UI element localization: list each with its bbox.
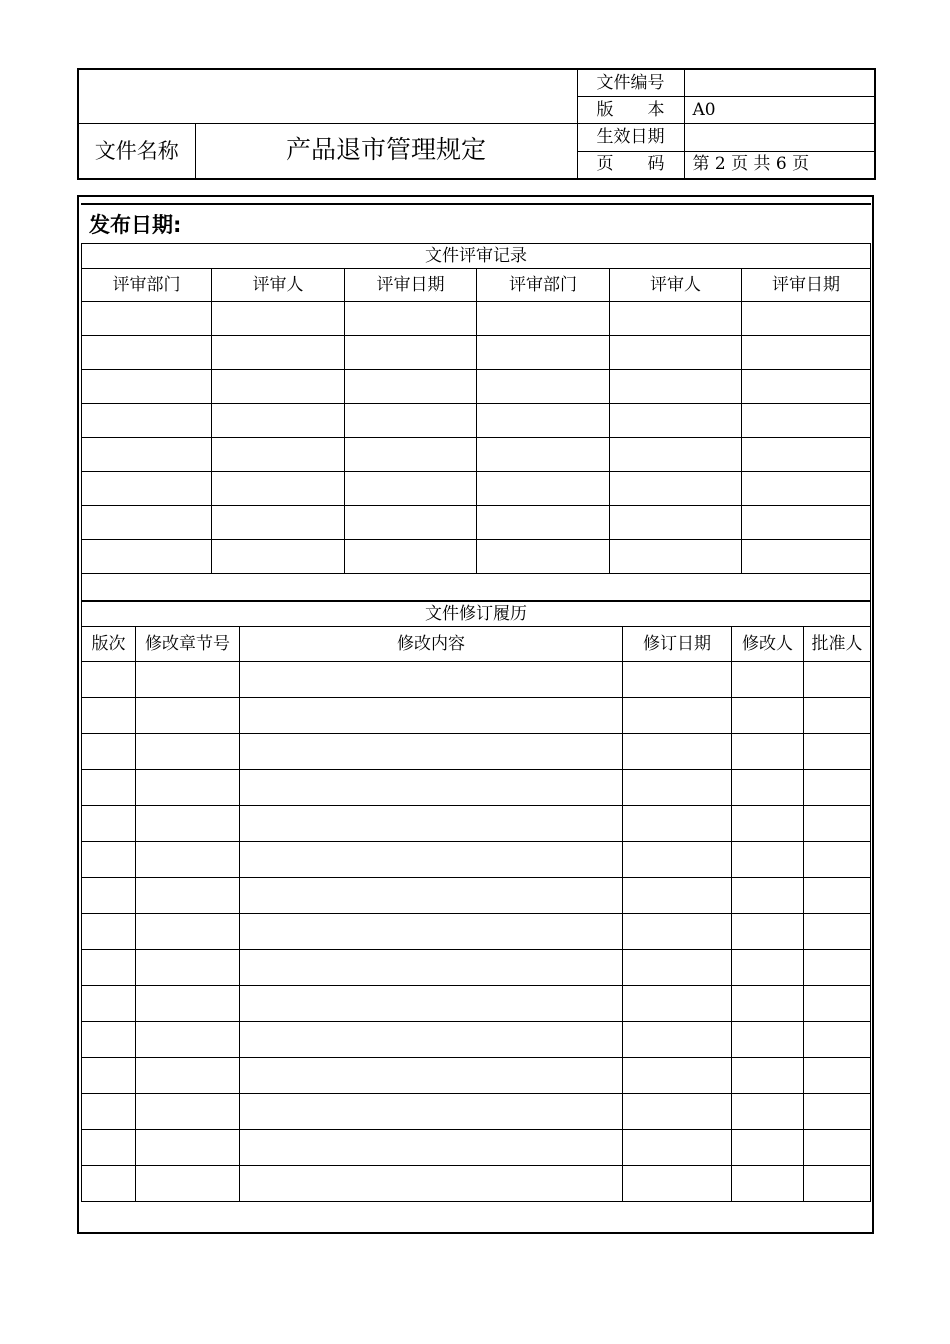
table-cell[interactable] <box>623 1130 732 1166</box>
table-cell[interactable] <box>804 842 871 878</box>
publish-date-label: 发布日期: <box>81 205 871 244</box>
page-value: 第 2 页 共 6 页 <box>684 151 875 179</box>
table-cell[interactable] <box>82 914 136 950</box>
table-cell[interactable] <box>212 302 345 336</box>
table-cell[interactable] <box>742 302 871 336</box>
table-cell[interactable] <box>136 986 240 1022</box>
table-cell[interactable] <box>732 1130 804 1166</box>
table-cell[interactable] <box>136 734 240 770</box>
table-cell[interactable] <box>82 438 212 472</box>
table-cell[interactable] <box>240 1166 623 1202</box>
table-cell[interactable] <box>804 806 871 842</box>
table-row <box>82 770 871 806</box>
table-cell[interactable] <box>804 1166 871 1202</box>
table-cell[interactable] <box>623 914 732 950</box>
table-cell[interactable] <box>610 540 742 574</box>
table-cell[interactable] <box>82 302 212 336</box>
table-cell[interactable] <box>623 950 732 986</box>
table-cell[interactable] <box>240 1058 623 1094</box>
table-cell[interactable] <box>623 878 732 914</box>
review-table-header <box>82 269 871 302</box>
table-cell[interactable] <box>610 302 742 336</box>
table-cell[interactable] <box>610 370 742 404</box>
table-cell[interactable] <box>136 950 240 986</box>
table-row <box>82 1022 871 1058</box>
table-cell[interactable] <box>742 404 871 438</box>
table-cell[interactable] <box>136 878 240 914</box>
review-column-header: 评审部门 <box>82 269 212 302</box>
table-cell[interactable] <box>82 404 212 438</box>
table-row <box>82 1130 871 1166</box>
table-row <box>82 878 871 914</box>
table-cell[interactable] <box>212 336 345 370</box>
table-cell[interactable] <box>240 842 623 878</box>
table-row <box>82 1166 871 1202</box>
table-cell[interactable] <box>240 878 623 914</box>
table-cell[interactable] <box>732 914 804 950</box>
table-cell[interactable] <box>732 842 804 878</box>
table-cell[interactable] <box>240 734 623 770</box>
revision-history-table <box>81 601 871 1202</box>
table-cell[interactable] <box>345 438 477 472</box>
table-cell[interactable] <box>136 698 240 734</box>
table-cell[interactable] <box>82 336 212 370</box>
table-cell[interactable] <box>82 662 136 698</box>
table-cell[interactable] <box>82 878 136 914</box>
table-cell[interactable] <box>804 698 871 734</box>
table-row <box>82 734 871 770</box>
table-cell[interactable] <box>240 770 623 806</box>
table-cell[interactable] <box>623 1166 732 1202</box>
table-row <box>82 986 871 1022</box>
review-column-header: 评审人 <box>610 269 742 302</box>
table-cell[interactable] <box>610 506 742 540</box>
table-cell[interactable] <box>804 1094 871 1130</box>
table-cell[interactable] <box>732 734 804 770</box>
table-cell[interactable] <box>212 506 345 540</box>
table-cell[interactable] <box>240 1094 623 1130</box>
table-cell[interactable] <box>345 540 477 574</box>
table-cell[interactable] <box>732 662 804 698</box>
table-cell[interactable] <box>82 1058 136 1094</box>
table-row <box>82 404 871 438</box>
document-body <box>81 203 871 1231</box>
table-cell[interactable] <box>732 878 804 914</box>
table-cell[interactable] <box>240 950 623 986</box>
table-cell[interactable] <box>136 1130 240 1166</box>
revision-column-header: 修改人 <box>732 627 804 662</box>
table-cell[interactable] <box>732 806 804 842</box>
table-cell[interactable] <box>804 662 871 698</box>
table-cell[interactable] <box>240 806 623 842</box>
table-cell[interactable] <box>732 1022 804 1058</box>
review-record-table <box>81 244 871 574</box>
table-cell[interactable] <box>477 506 610 540</box>
table-cell[interactable] <box>623 662 732 698</box>
table-cell[interactable] <box>732 698 804 734</box>
review-column-header: 评审日期 <box>742 269 871 302</box>
document-footer-blank <box>81 1202 871 1226</box>
header-blank <box>78 69 577 124</box>
table-cell[interactable] <box>804 1130 871 1166</box>
doc-no-label: 文件编号 <box>577 69 684 97</box>
table-cell[interactable] <box>742 472 871 506</box>
review-column-header: 评审人 <box>212 269 345 302</box>
table-row <box>82 698 871 734</box>
table-cell[interactable] <box>345 404 477 438</box>
table-cell[interactable] <box>212 540 345 574</box>
table-cell[interactable] <box>82 842 136 878</box>
table-cell[interactable] <box>742 370 871 404</box>
table-cell[interactable] <box>477 336 610 370</box>
document-body-frame <box>77 195 874 1234</box>
section-spacer <box>81 574 871 601</box>
table-cell[interactable] <box>804 1022 871 1058</box>
table-cell[interactable] <box>623 986 732 1022</box>
table-row <box>82 336 871 370</box>
table-cell[interactable] <box>82 506 212 540</box>
table-cell[interactable] <box>742 336 871 370</box>
table-cell[interactable] <box>804 734 871 770</box>
table-cell[interactable] <box>82 770 136 806</box>
table-row <box>82 506 871 540</box>
revision-table-header <box>82 627 871 662</box>
table-cell[interactable] <box>82 986 136 1022</box>
version-label: 版 本 <box>577 97 684 124</box>
effective-date-value <box>684 124 875 151</box>
table-cell[interactable] <box>742 540 871 574</box>
doc-name-title: 产品退市管理规定 <box>195 124 577 179</box>
table-cell[interactable] <box>610 336 742 370</box>
table-cell[interactable] <box>345 370 477 404</box>
table-cell[interactable] <box>623 698 732 734</box>
table-cell[interactable] <box>804 770 871 806</box>
table-row <box>82 662 871 698</box>
table-cell[interactable] <box>240 914 623 950</box>
table-cell[interactable] <box>82 950 136 986</box>
table-row <box>82 1058 871 1094</box>
table-cell[interactable] <box>477 472 610 506</box>
table-row <box>82 950 871 986</box>
table-cell[interactable] <box>477 302 610 336</box>
table-cell[interactable] <box>240 662 623 698</box>
table-cell[interactable] <box>732 770 804 806</box>
doc-name-label: 文件名称 <box>78 124 195 179</box>
revision-column-header: 版次 <box>82 627 136 662</box>
table-cell[interactable] <box>623 806 732 842</box>
table-row <box>82 842 871 878</box>
table-cell[interactable] <box>623 770 732 806</box>
table-cell[interactable] <box>212 404 345 438</box>
table-row <box>82 806 871 842</box>
table-cell[interactable] <box>742 506 871 540</box>
document-header <box>77 68 876 180</box>
table-cell[interactable] <box>212 370 345 404</box>
table-cell[interactable] <box>610 472 742 506</box>
table-cell[interactable] <box>732 1058 804 1094</box>
page-label: 页 码 <box>577 151 684 179</box>
table-cell[interactable] <box>477 404 610 438</box>
table-cell[interactable] <box>136 1058 240 1094</box>
table-row <box>82 472 871 506</box>
table-cell[interactable] <box>345 336 477 370</box>
table-cell[interactable] <box>82 370 212 404</box>
table-cell[interactable] <box>240 1130 623 1166</box>
table-cell[interactable] <box>136 770 240 806</box>
review-column-header: 评审部门 <box>477 269 610 302</box>
revision-column-header: 修订日期 <box>623 627 732 662</box>
table-row <box>82 302 871 336</box>
table-cell[interactable] <box>742 438 871 472</box>
table-cell[interactable] <box>732 1166 804 1202</box>
table-cell[interactable] <box>623 734 732 770</box>
table-cell[interactable] <box>732 1094 804 1130</box>
effective-date-label: 生效日期 <box>577 124 684 151</box>
table-cell[interactable] <box>212 472 345 506</box>
table-cell[interactable] <box>804 914 871 950</box>
revision-table-body <box>82 662 871 1202</box>
table-cell[interactable] <box>623 1022 732 1058</box>
table-cell[interactable] <box>345 302 477 336</box>
table-row <box>82 540 871 574</box>
table-cell[interactable] <box>82 1130 136 1166</box>
table-cell[interactable] <box>136 1022 240 1058</box>
table-cell[interactable] <box>345 506 477 540</box>
table-cell[interactable] <box>212 438 345 472</box>
table-cell[interactable] <box>82 698 136 734</box>
table-cell[interactable] <box>82 806 136 842</box>
table-cell[interactable] <box>136 1094 240 1130</box>
table-cell[interactable] <box>82 540 212 574</box>
review-table-body <box>82 302 871 574</box>
table-row <box>82 370 871 404</box>
table-cell[interactable] <box>136 914 240 950</box>
table-row <box>82 438 871 472</box>
table-cell[interactable] <box>477 370 610 404</box>
table-cell[interactable] <box>804 1058 871 1094</box>
table-cell[interactable] <box>82 734 136 770</box>
doc-no-value <box>684 69 875 97</box>
table-cell[interactable] <box>136 662 240 698</box>
table-cell[interactable] <box>82 472 212 506</box>
revision-table-title: 文件修订履历 <box>82 602 871 627</box>
table-cell[interactable] <box>732 986 804 1022</box>
review-column-header: 评审日期 <box>345 269 477 302</box>
table-cell[interactable] <box>804 986 871 1022</box>
table-cell[interactable] <box>136 842 240 878</box>
table-cell[interactable] <box>82 1022 136 1058</box>
version-value: A0 <box>684 97 875 124</box>
table-cell[interactable] <box>82 1094 136 1130</box>
revision-column-header: 修改内容 <box>240 627 623 662</box>
table-cell[interactable] <box>804 878 871 914</box>
table-cell[interactable] <box>240 1022 623 1058</box>
table-cell[interactable] <box>623 1094 732 1130</box>
revision-column-header: 修改章节号 <box>136 627 240 662</box>
revision-column-header: 批准人 <box>804 627 871 662</box>
table-cell[interactable] <box>240 986 623 1022</box>
table-cell[interactable] <box>623 842 732 878</box>
table-cell[interactable] <box>804 950 871 986</box>
table-cell[interactable] <box>136 1166 240 1202</box>
table-cell[interactable] <box>732 950 804 986</box>
table-cell[interactable] <box>610 438 742 472</box>
table-cell[interactable] <box>623 1058 732 1094</box>
table-cell[interactable] <box>610 404 742 438</box>
table-cell[interactable] <box>240 698 623 734</box>
table-cell[interactable] <box>477 540 610 574</box>
table-cell[interactable] <box>82 1166 136 1202</box>
table-row <box>82 914 871 950</box>
table-cell[interactable] <box>345 472 477 506</box>
table-row <box>82 1094 871 1130</box>
review-table-title: 文件评审记录 <box>82 244 871 269</box>
table-cell[interactable] <box>136 806 240 842</box>
table-cell[interactable] <box>477 438 610 472</box>
